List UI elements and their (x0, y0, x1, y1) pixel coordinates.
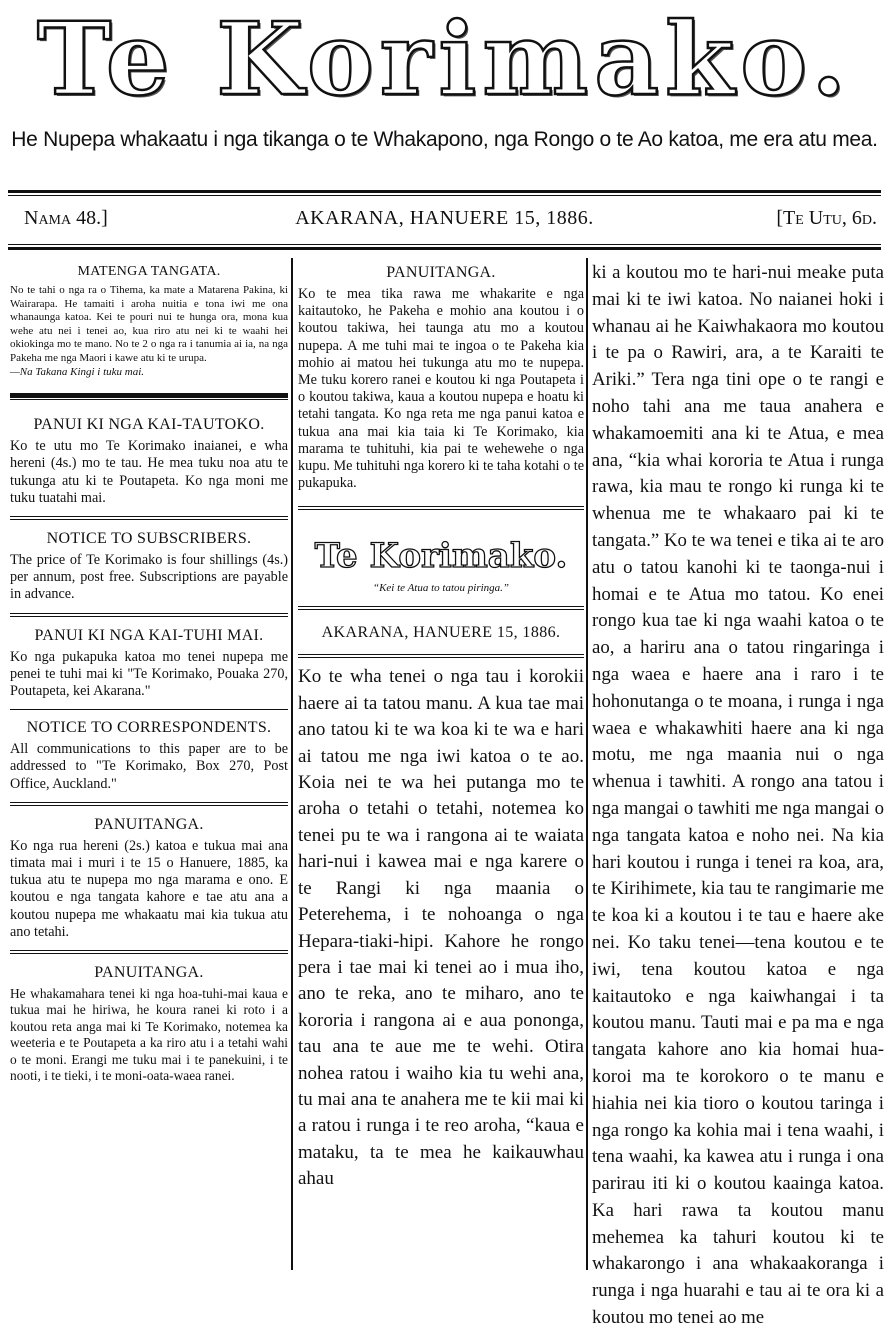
top-rule (8, 190, 881, 193)
date-rule (8, 247, 881, 250)
section-separator (10, 950, 288, 954)
column-2 (298, 258, 584, 1270)
section-head-panuitanga: PANUITANGA. (386, 264, 496, 281)
masthead (0, 0, 889, 120)
section-head-matenga: MATENGA TANGATA. (77, 264, 221, 279)
newspaper-title: Te Korimako. (36, 0, 853, 118)
column-divider-2 (586, 258, 588, 1270)
section-head-panuitanga-1: PANUITANGA. (94, 815, 204, 833)
section-head-notice-subscribers: NOTICE TO SUBSCRIBERS. (46, 529, 252, 547)
panui-tautoko-body: Ko te utu mo Te Korimako inaianei, e wha hereni (4s.) mo te tau. He mea tuku noa atu te tukunga atu ki te Poutapeta. Ko nga moni me tuku tuatahi mai. (10, 438, 288, 506)
section-head-panuitanga-2: PANUITANGA. (94, 964, 204, 982)
inset-masthead: Te Korimako. (314, 536, 568, 577)
column-divider-1 (291, 258, 293, 1270)
column-1 (10, 258, 288, 1270)
date-rule-thin (8, 244, 881, 245)
section-separator (298, 654, 584, 658)
section-separator (10, 709, 288, 710)
section-separator (298, 606, 584, 610)
matenga-signoff: —Na Takana Kingi i tuku mai. (10, 365, 145, 378)
dateline (12, 207, 877, 237)
panuitanga-2-body: He whakamahara tenei ki nga hoa-tuhi-mai kaua e tukua mai he hiriwa, he koura ranei ki roto i a koutou reta anga mai ki Te Korimako, notemea ka weeteria e te Poutapeta a ka riro atu i a tetahi wahi o te moni. Erangi me tuku mai i te panekuini, i te nooti, i te tieki, i te moni-oata-waea ranei. (10, 986, 288, 1084)
top-rule-thin (8, 195, 881, 196)
section-head-panui-tautoko: PANUI KI NGA KAI-TAUTOKO. (33, 416, 265, 434)
notice-subscribers-body: The price of Te Korimako is four shillings (4s.) per annum, post free. Subscriptions are payable in advance. (10, 551, 288, 603)
section-separator (10, 802, 288, 806)
section-separator (10, 516, 288, 520)
editorial-dateline: AKARANA, HANUERE 15, 1886. (321, 624, 561, 642)
notice-correspondents-body: All communications to this paper are to be addressed to "Te Korimako, Box 270, Post Office, Auckland." (10, 741, 288, 792)
panuitanga-body: Ko te mea tika rawa me whakarite e nga kaitautoko, he Pakeha e mohio ana koutou i o koutou takiwa, hei taunga atu mo a koutou nupepa. A me tuhi mai te ingoa o te Pakeha kia mohio ai matou hei tukunga atu mo te nupepa. Me tuku korero ranei e koutou ki nga Poutapeta i o koutou takiwa, kaua a koutou nupepa e hoatu ki tetahi tangata. Ko nga reta me nga panui katoa e tukua ana mai kia taia ki Te Korimako, kia marama te tuhituhi, kia pai te wehewehe o nga kupu. Me tuhituhi nga korero ki te taha kotahi o te pukapuka. (298, 286, 584, 492)
panui-tuhi-body: Ko nga pukapuka katoa mo tenei nupepa me penei te tuhi mai ki "Te Korimako, Pouaka 270, Poutapeta, kei Akarana." (10, 648, 288, 699)
section-separator (10, 613, 288, 617)
column-3 (592, 258, 885, 1329)
newspaper-subtitle: He Nupepa whakaatu i nga tikanga o te Whakapono, nga Rongo o te Ao katoa, me era atu mea. (11, 128, 878, 151)
issue-number: Nama 48.] (24, 207, 108, 229)
issue-price: [Te Utu, 6d. (776, 207, 877, 229)
editorial-continued: ki a koutou mo te hari-nui meake puta mai ki te iwi katoa. No naianei hoki i whanau ai he Kaiwhakaora mo koutou i te pa o Rawiri, ara, a te Karaiti te Ariki.” Tera nga tini ope o te rangi e noho tahi ana me taua anahera e whakamoemiti ana ki te Atua, e mea ana, “kia whai kororia te Atua i runga rawa, kia mau te rongo ki runga ki te whenua me te whakaaro pai ki te tangata.” Ko te wa tenei e tika ai te aro atu o tatou kanohi ki te taonga-nui i homai e te Atua mo tatou. Ko enei rongo kua tae ki nga waahi katoa o te ao, a hariru ana o tatou ringaringa i nga waea e haere ana i raro i te hohonutanga o te moana, i runga i nga waea e whakawhiti haere ana ki nga motu, me nga maania nui o nga whenua i tawhiti. A rongo ana tatou i nga mangai o tawhiti me nga mangai o nga tangata katoa e noho nei. Na kia hari koutou i runga i tenei ra koa, ara, te Kirihimete, kia tau te rangimarie me te koa ki a koutou i te tau e haere ake nei. Ko taku tenei—tena koutou e te iwi, tena koutou katoa e nga kaitautoko e nga kaiwhangai i ta koutou manu. Tauti mai e pa ma e nga tangata kahore ano kia homai hua-koroi ma te korokoro o te manu e hiahia nei kia tioro o koutou taringa i nga rongo ka kohia mai i tena waahi, i tena waahi, ka kawea atu i runga i ona parirau iti ki o koutou kaainga katoa. Ka hari rawa ta koutou manu mehemea ka tahuri koutou ki te whakarongo i ana whakaakoranga i runga i nga huarahi e tau ai te ora ki a koutou mo tenei ao me (592, 262, 885, 1329)
section-head-notice-correspondents: NOTICE TO CORRESPONDENTS. (26, 719, 272, 737)
section-head-panui-tuhi: PANUI KI NGA KAI-TUHI MAI. (34, 626, 264, 644)
issue-date: AKARANA, HANUERE 15, 1886. (295, 207, 594, 229)
panuitanga-1-body: Ko nga rua hereni (2s.) katoa e tukua mai ana timata mai i muri i te 15 o Hanuere, 1885, ka tukua atu te nupepa mo nga marama e ono. E koutou e nga tangata kahore e tae atu ana a koutou nupepa me whakaatu mai kia tukua atu ano tetahi. (10, 837, 288, 940)
section-separator (10, 393, 288, 400)
matenga-body: No te tahi o nga ra o Tihema, ka mate a Matarena Pakina, ki Wairarapa. He tamaiti i aroha nuitia e tona iwi me ona whanaunga katoa. Kei te pouri nui te hunga ora, mona kua wehe atu nei i tenei ao, kua riro atu nei ki te waahi hei okiokinga mo te mano. No te 2 o nga ra i tanumia ai ia, na nga Pakeha me nga Maori i kawe atu ki te urupa. (10, 284, 288, 364)
section-separator (298, 506, 584, 510)
editorial-body: Ko te wha tenei o nga tau i korokii haere ai ta tatou manu. A kua tae mai ano tatou ki te wa koa ki te wa e hari ai tatou me nga iwi katoa o te ao. Koia nei te wa hei putanga mo te aroha o tetahi o tetahi, notemea ko tenei pu te wa i rangona ai te waiata hari-nui i kawea mai e nga karere o te Rangi ki nga maania o Peterehema, i te nohoanga o nga Hepara-tiaki-hipi. Kahore he rongo pera i tae mai ki tenei ao i mua iho, ano te reka, ano te miharo, ano te kororia i rangona ai e aua ponongа, tau ana te aue me te wehi. Otira nohea ratou i waiho kia tu wehi ana, tu mai ana te anahera me te kii mai ki a ratou i runga i te reo aroha, “kaua e mataku, ta te mea he kaikauwhau ahau (298, 666, 584, 1190)
motto: “Kei te Atua to tatou piringa.” (372, 582, 510, 595)
